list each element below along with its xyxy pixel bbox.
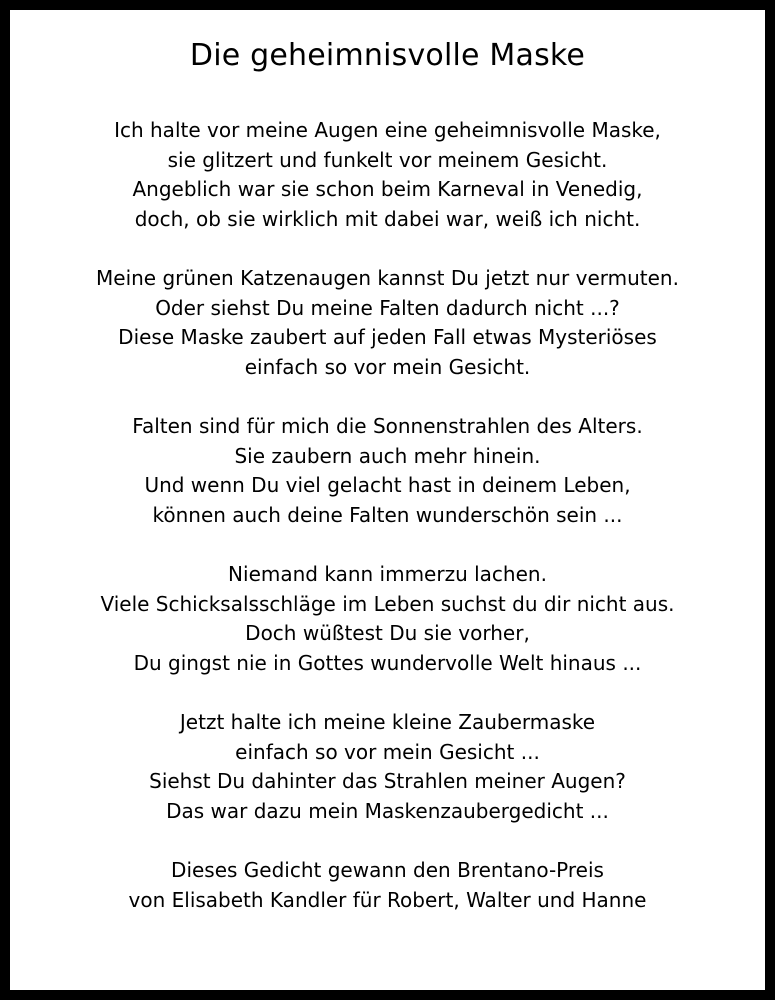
poem-line: einfach so vor mein Gesicht. (244, 354, 531, 379)
poem-line: Ich halte vor meine Augen eine geheimnisvolle Maske, (114, 118, 661, 142)
stanza-5 (10, 708, 765, 826)
poem-line: Oder siehst Du meine Falten dadurch nicht ...? (155, 295, 620, 320)
poem-line: einfach so vor mein Gesicht ... (235, 739, 540, 764)
poem-line: Niemand kann immerzu lachen. (228, 562, 547, 586)
poem-line: Und wenn Du viel gelacht hast in deinem Leben, (144, 473, 631, 497)
stanza-4 (10, 560, 765, 678)
poem-line: Doch wüßtest Du sie vorher, (245, 621, 530, 645)
award-line: von Elisabeth Kandler für Robert, Walter und Hanne (128, 887, 647, 912)
award-line: Dieses Gedicht gewann den Brentano-Preis (171, 858, 604, 882)
poem-line: doch, ob sie wirklich mit dabei war, weiß ich nicht. (134, 206, 641, 231)
poem-line: Angeblich war sie schon beim Karneval in Venedig, (132, 177, 643, 201)
poem-line: Falten sind für mich die Sonnenstrahlen des Alters. (132, 414, 643, 438)
stanza-1 (10, 116, 765, 234)
poem-line: Siehst Du dahinter das Strahlen meiner Augen? (149, 769, 626, 793)
poem-line: Jetzt halte ich meine kleine Zaubermaske (179, 710, 596, 734)
poem-line: sie glitzert und funkelt vor meinem Gesicht. (167, 147, 608, 172)
poem-line: Sie zaubern auch mehr hinein. (234, 443, 541, 468)
stanza-3 (10, 412, 765, 530)
stanza-2 (10, 264, 765, 382)
poem-title: Die geheimnisvolle Maske (189, 38, 586, 73)
award-note (10, 856, 765, 915)
poem-line: Meine grünen Katzenaugen kannst Du jetzt nur vermuten. (96, 266, 679, 290)
poem-line: Viele Schicksalsschläge im Leben suchst du dir nicht aus. (100, 591, 675, 616)
poem-line: können auch deine Falten wunderschön sein ... (152, 502, 623, 527)
poem-line: Du gingst nie in Gottes wundervolle Welt hinaus ... (133, 650, 642, 675)
poem-line: Diese Maske zaubert auf jeden Fall etwas Mysteriöses (118, 325, 657, 349)
poem-line: Das war dazu mein Maskenzaubergedicht ... (166, 798, 609, 823)
poem-body (10, 116, 765, 945)
